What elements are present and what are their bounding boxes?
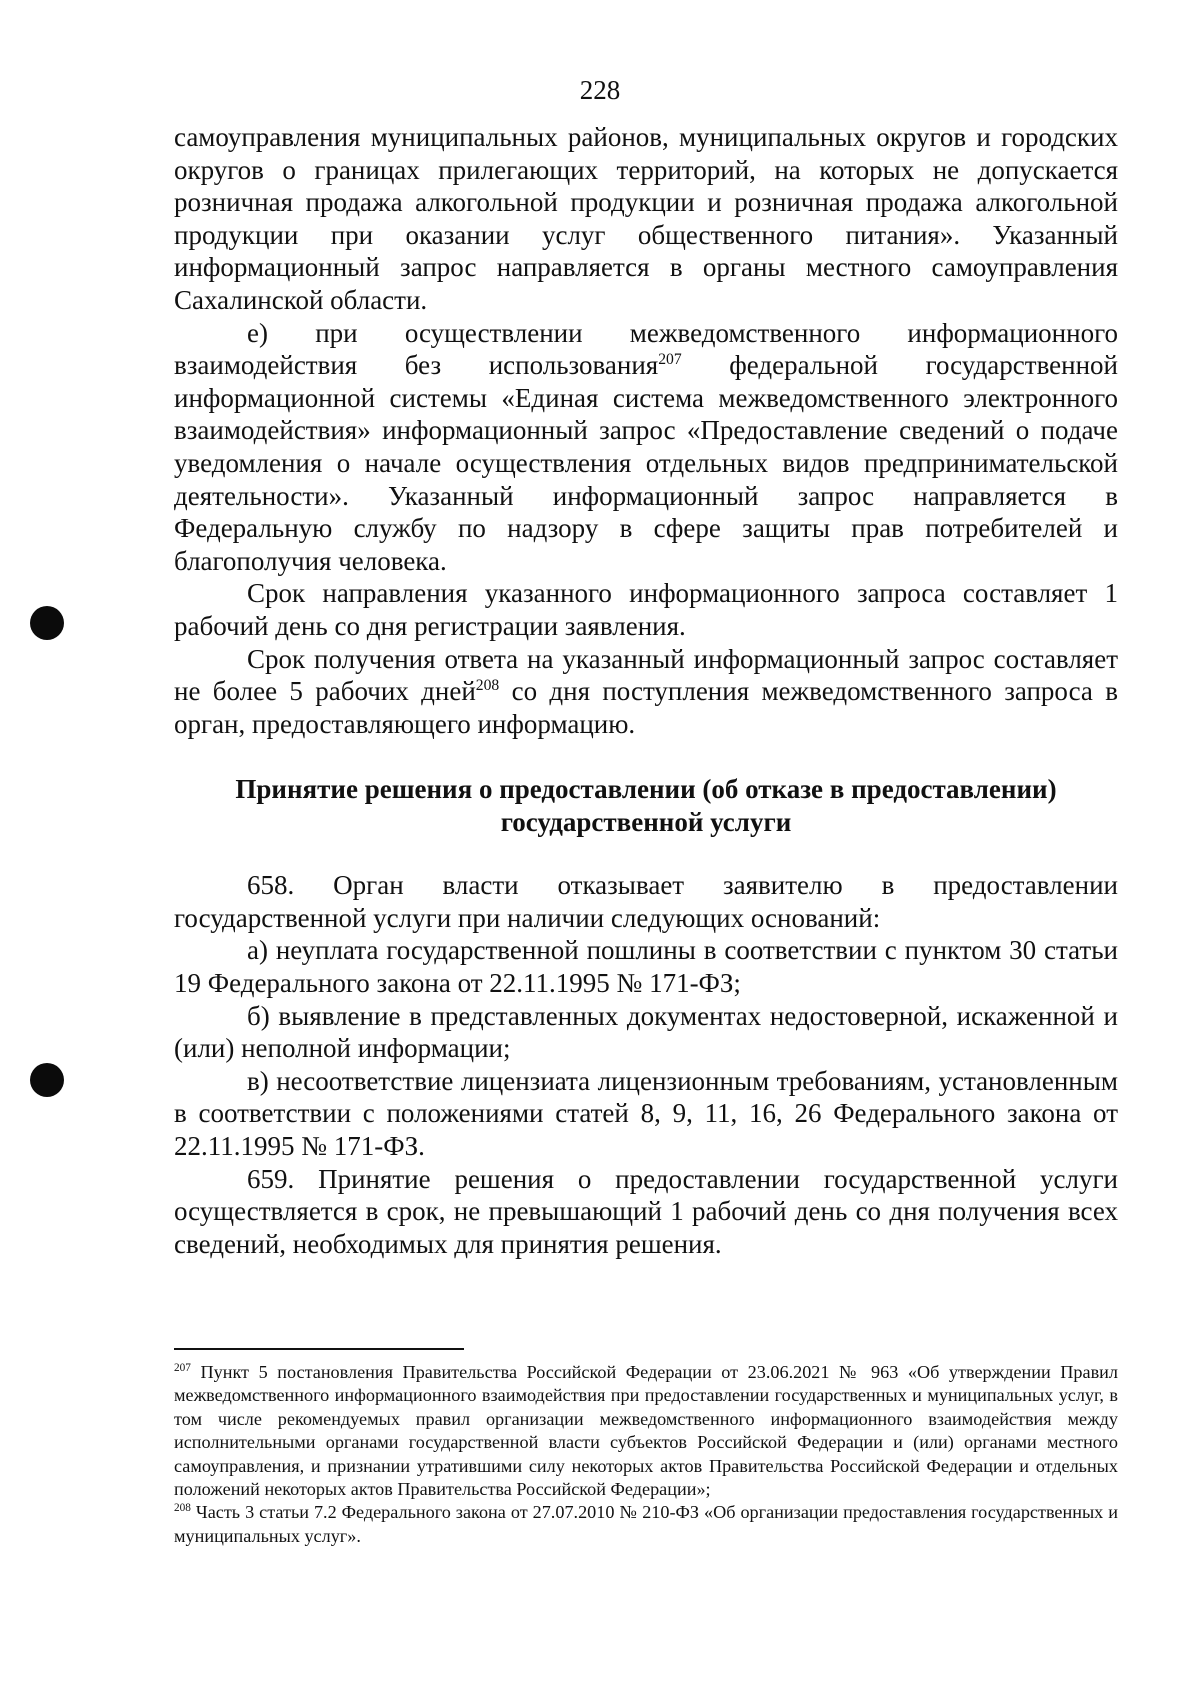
- document-body: [174, 121, 1118, 1260]
- footnote-ref-207: 207: [658, 351, 682, 369]
- paragraph-request-deadline: Срок направления указанного информационного запроса составляет 1 рабочий день со дня регистрации заявления.: [174, 578, 1118, 641]
- footnote-text: Часть 3 статьи 7.2 Федерального закона от 27.07.2010 № 210-ФЗ «Об организации предоставления государственных и муниципальных услуг».: [174, 1502, 1118, 1546]
- paragraph-continuation: самоуправления муниципальных районов, муниципальных округов и городских округов о границах прилегающих территорий, на которых не допускается розничная продажа алкогольной продукции и розничная продажа алкогольной продукции при оказании услуг общественного питания». Указанный информационный запрос направляется в органы местного самоуправления Сахалинской области.: [174, 122, 1118, 315]
- clause-658-v: в) несоответствие лицензиата лицензионным требованиям, установленным в соответствии с положениями статей 8, 9, 11, 16, 26 Федерального закона от 22.11.1995 № 171-ФЗ.: [174, 1065, 1118, 1162]
- footnote-number: 207: [174, 1361, 191, 1374]
- clause-658-a: а) неуплата государственной пошлины в соответствии с пунктом 30 статьи 19 Федерального закона от 22.11.1995 № 171-ФЗ;: [174, 935, 1118, 999]
- footnote-separator: [174, 1348, 464, 1350]
- paragraph-text: е) при осуществлении межведомственного информационного взаимодействия без использования: [174, 317, 1118, 381]
- clause-658-b: б) выявление в представленных документах недостоверной, искаженной и (или) неполной информации;: [174, 1000, 1118, 1064]
- page-number: 228: [579, 75, 621, 105]
- footnote-ref-208: 208: [475, 677, 500, 695]
- footnote-208: [174, 1501, 1118, 1548]
- section-heading-line-1: Принятие решения о предоставлении (об отказе в предоставлении): [235, 774, 1057, 805]
- footnote-207: [174, 1361, 1118, 1501]
- punch-hole-bottom: [30, 1063, 64, 1097]
- footnote-number: 208: [174, 1502, 191, 1515]
- clause-658: 658. Орган власти отказывает заявителю в предоставлении государственной услуги при наличии следующих оснований:: [174, 870, 1118, 933]
- footnote-text: Пункт 5 постановления Правительства Российской Федерации от 23.06.2021 № 963 «Об утверждении Правил межведомственного информационного взаимодействия при предоставлении государственных и муниципальных услуг, в том числе рекомендуемых правил организации межведомственного информационного взаимодействия между исполнительными органами государственной власти субъектов Российской Федерации и (или) органами местного самоуправления, и признании утратившими силу некоторых актов Правительства Российской Федерации и отдельных положений некоторых актов Правительства Российской Федерации»;: [174, 1362, 1118, 1500]
- paragraph-text: со дня поступления межведомственного запроса в орган, предоставляющего информацию.: [174, 676, 1118, 739]
- section-heading: [174, 773, 1118, 839]
- footnotes: [174, 1361, 1118, 1548]
- punch-hole-top: [30, 606, 64, 640]
- paragraph-text: федеральной государственной информационной системы «Единая система межведомственного электронного взаимодействия» информационный запрос «Предоставление сведений о подаче уведомления о начале осуществления отдельных видов предпринимательской деятельности». Указанный информационный запрос направляется в Федеральную службу по надзору в сфере защиты прав потребителей и благополучия человека.: [174, 350, 1118, 576]
- section-heading-line-2: государственной услуги: [500, 807, 792, 838]
- clause-659: 659. Принятие решения о предоставлении государственной услуги осуществляется в срок, не превышающий 1 рабочий день со дня получения всех сведений, необходимых для принятия решения.: [174, 1163, 1118, 1259]
- paragraph-item-e: [174, 317, 1118, 578]
- paragraph-text: Срок получения ответа на указанный информационный запрос составляет не более 5 рабочих дней: [174, 643, 1118, 707]
- paragraph-response-deadline: [174, 643, 1118, 741]
